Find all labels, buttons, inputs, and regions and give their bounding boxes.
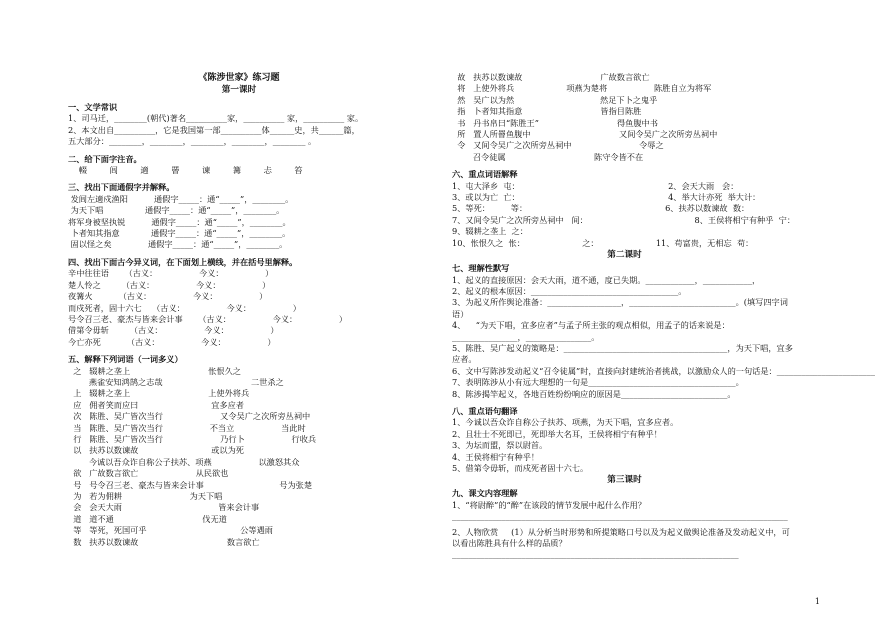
worksheet-title: 《陈涉世家》练习题 <box>198 73 280 83</box>
section-1-line: 2、本文出自__________，它是我国第一部__________体______史，共______篇， <box>68 124 360 135</box>
section-6-heading: 六、重点词语解释 <box>452 169 518 180</box>
section-7-line: 2、起义的根本原因：____________________________________。 <box>452 285 687 296</box>
section-4-line: 今亡亦死 （古义： 今义： ） <box>68 336 276 347</box>
section-9-heading: 九、课文内容理解 <box>452 488 518 499</box>
section-9-line: ______________________________________________________________________ <box>452 549 739 560</box>
polysemy-line: 书 丹书帛曰“陈胜王” 得鱼腹中书 <box>452 117 658 128</box>
section-3-line: 发闾左適戍渔阳 通假字_____：通“_____”，________。 <box>68 193 294 204</box>
section-5-heading: 五、解释下列词语（一词多义） <box>68 354 183 365</box>
lesson-2-heading: 第二课时 <box>607 250 642 261</box>
section-4-line: 借第令毋斩 （古义： 今义： ） <box>68 325 279 336</box>
section-3-line: 固以怪之矣 通假字_____：通“_____”，________。 <box>68 239 288 250</box>
section-5-line: 会 会天大雨 皆来会计事 <box>68 502 260 513</box>
section-5-line: 为 若为佣耕 为天下唱 <box>68 491 223 501</box>
section-4-line: 而戍死者，固十六七 （古义： 今义： ） <box>68 302 301 313</box>
section-1-line: 五大部分：________，________，________，________，________ 。 <box>68 136 317 147</box>
section-4-line: 辛中往往语 （古义： 今义： ） <box>68 268 274 279</box>
lesson-3-heading: 第三课时 <box>607 475 642 486</box>
section-6-line: 10、怅恨久之 怅： 之： 11、苟富贵，无相忘 苟： <box>452 237 754 248</box>
page-number: 1 <box>814 597 820 606</box>
section-6-line: 1、屯大泽乡 屯： 2、会天大雨 会： <box>452 180 739 191</box>
section-7-heading: 七、理解性默写 <box>452 263 510 274</box>
section-5-line: 欲 广故数言欲亡 从民欲也 <box>68 468 229 479</box>
section-8-line: 5、借第令毋斩，而戍死者固十六七。 <box>452 463 589 473</box>
polysemy-line: 指 卜者知其指意 皆指目陈胜 <box>452 106 642 117</box>
right-column <box>452 72 875 561</box>
section-5-line: 等 等死，死国可乎 公等遇雨 <box>68 525 273 536</box>
section-8-line: 1、今诚以吾众诈自称公子扶苏、项燕，为天下唱，宜多应者。 <box>452 417 679 428</box>
section-3-line: 将军身被坚执锐 通假字_____：通“_____”，________。 <box>68 216 291 227</box>
section-8-heading: 八、重点语句翻译 <box>452 405 518 416</box>
polysemy-line: 将 上使外将兵 项燕为楚将 陈胜自立为将军 <box>452 83 712 94</box>
section-5-line: 之 辍耕之垄上 怅恨久之 <box>68 365 241 376</box>
section-4-line: 楚人怜之 （古义： 今义： ） <box>68 279 271 290</box>
section-4-heading: 四、找出下面古今异义词，在下面划上横线，并在括号里解释。 <box>68 256 298 267</box>
section-8-line: 2、且壮士不死即已，死即举大名耳，王侯将相宁有种乎！ <box>452 428 662 439</box>
section-5-line: 次 陈胜、吴广皆次当行 又令吴广之次所旁丛祠中 <box>68 411 311 422</box>
section-9-line: 1、“将尉醉”的“醉”在该段的情节发展中起什么作用？ <box>452 499 646 510</box>
polysemy-line: 故 扶苏以数谏故 广故数言欲亡 <box>452 72 650 82</box>
section-5-line: 行 陈胜、吴广皆次当行 乃行卜 行收兵 <box>68 433 317 444</box>
polysemy-line: 所 置人所罾鱼腹中 又间令吴广之次所旁丛祠中 <box>452 129 718 140</box>
section-5-line: 号 号令召三老、豪杰与皆来会计事 号为张楚 <box>68 479 313 490</box>
section-7-line: 1、起义的直接原因：会天大雨，道不通，度已失期。____________，____________， <box>452 274 761 285</box>
section-8-line: 3、为坛而盟，祭以尉首。 <box>452 440 548 451</box>
section-3-line: 为天下唱 通假字_____：通“_____”，________。 <box>68 205 285 216</box>
section-5-line: 道 道不通 伐无道 <box>68 513 227 524</box>
section-6-line: 3、或以为亡 亡： 4、举大计亦死 举大计： <box>452 192 761 203</box>
section-8-line: 4、王侯将相宁有种乎！ <box>452 451 540 462</box>
section-5-line: 数 扶苏以数谏故 数言欲亡 <box>68 536 260 547</box>
left-column <box>68 72 410 548</box>
section-7-line: 3、为起义所作舆论准备：__________________，__________________________。(填写四字词语） <box>452 297 788 319</box>
section-4-line: 夜篝火 （古义： 今义： ） <box>68 291 268 302</box>
section-7-line: 8、陈涉揭竿起义，各地百姓纷纷响应的原因是__________________________。 <box>452 388 736 399</box>
section-5-line: 燕雀安知鸿鹄之志哉 二世杀之 <box>68 376 284 387</box>
section-5-line: 以 扶苏以数谏故 或以为死 <box>68 445 244 456</box>
section-2-heading: 二、给下面字注音。 <box>68 153 142 164</box>
section-5-line: 当 陈胜、吴广皆次当行 不当立 当此时 <box>68 422 306 433</box>
section-4-line: 号令召三老、豪杰与皆来会计事 （古义： 今义： ） <box>68 313 348 324</box>
section-5-line: 上 辍耕之垄上 上使外将兵 <box>68 388 250 399</box>
section-3-heading: 三、找出下面通假字并解释。 <box>68 182 175 193</box>
section-5-line: 应 佣者笑而应曰 宜多应者 <box>68 399 244 410</box>
lesson-1-heading: 第一课时 <box>221 85 257 95</box>
section-7-line: 4、 “为天下唱，宜多应者”与孟子所主张的观点相似，用孟子的话来说是：________________，________________。 <box>452 320 730 342</box>
polysemy-line: 召令徒属 陈守令皆不在 <box>452 151 644 162</box>
section-1-heading: 一、文学常识 <box>68 102 118 112</box>
section-1-line: 1、司马迁，________(朝代)著名__________家，__________ 家，__________ 家。 <box>68 113 364 124</box>
section-6-line: 9、辍耕之垄上 之： <box>452 226 528 237</box>
section-7-line: 7、表明陈涉从小有远大理想的一句是____________________________________。 <box>452 377 744 388</box>
section-2-line: 輟 闾 適 罾 谏 篝 忐 笞 <box>68 165 304 176</box>
polysemy-line: 然 吴广以为然 然足下卜之鬼乎 <box>452 94 658 105</box>
section-9-line: __________________________________________________________________________________ <box>452 511 788 522</box>
section-9-line: 2、人物欣赏 (1）从分析当时形势和所提策略口号以及为起义做舆论准备及发动起义中，可以看出陈胜具有什么样的品质？ <box>452 526 790 549</box>
section-3-line: 卜者知其指意 通假字_____：通“_____”，________。 <box>68 228 291 239</box>
section-7-line: 5、陈胜、吴广起义的策略是：________________________________________，为天下唱，宜多应者。 <box>452 342 793 365</box>
section-7-line: 6、文中写陈涉发动起义“召令徒属”时，直接向封建统治者挑战，以激励众人的一句话是：________________________ <box>452 365 875 376</box>
section-5-line: 今诚以吾众诈自称公子扶苏、项燕 以激怒其众 <box>68 456 300 467</box>
polysemy-line: 令 又间令吴广之次所旁丛祠中 令辱之 <box>452 140 664 151</box>
section-6-line: 5、等死： 等： 6、扶苏以数谏故 数： <box>452 203 750 214</box>
section-6-line: 7、又间令吴广之次所旁丛祠中 间： 8、王侯将相宁有种乎 宁： <box>452 214 796 225</box>
